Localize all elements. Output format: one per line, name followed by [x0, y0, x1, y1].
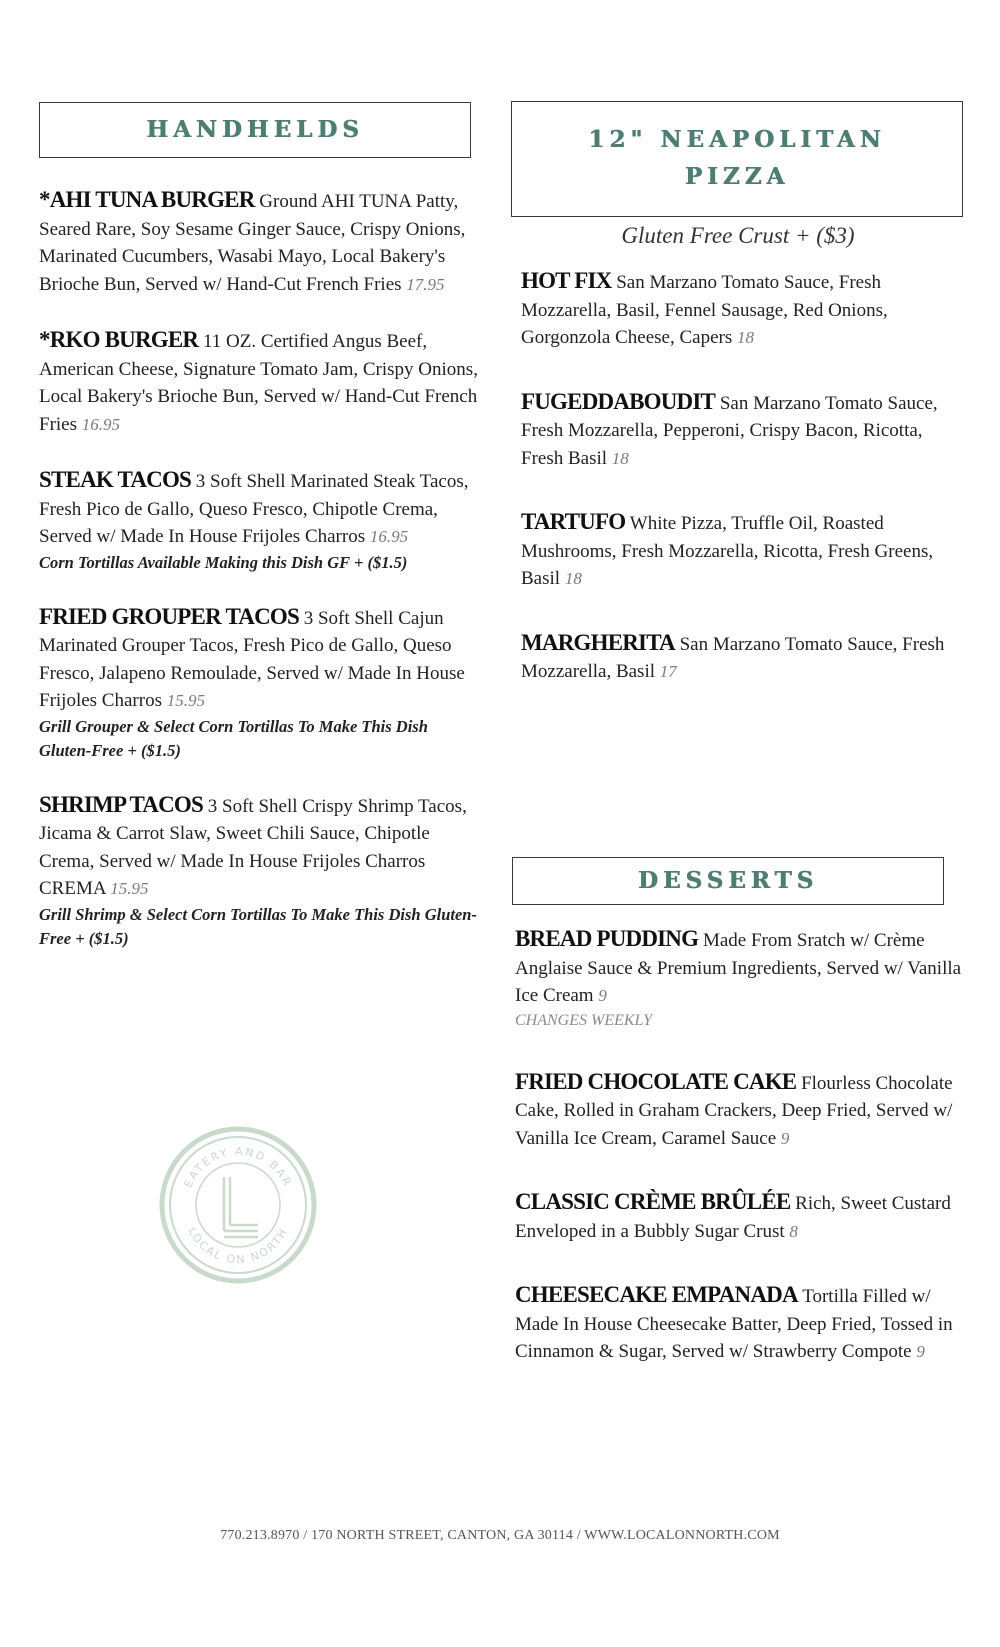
- item-price: 17.95: [406, 274, 445, 294]
- footer-contact: 770.213.8970 / 170 NORTH STREET, CANTON, GA 30114 / WWW.LOCALONNORTH.COM: [220, 1528, 780, 1543]
- local-on-north-logo: [158, 1125, 318, 1285]
- menu-item: [521, 267, 964, 352]
- item-price: 9: [916, 1342, 925, 1361]
- item-price: 16.95: [81, 414, 120, 434]
- handhelds-header-box: [39, 102, 471, 158]
- item-description: White Pizza, Truffle Oil, Roasted Mushrooms, Fresh Mozzarella, Ricotta, Fresh Greens, Basil: [521, 513, 934, 589]
- handhelds-title: HANDHELDS: [146, 115, 364, 143]
- logo-top-text: EATERY AND BAR: [181, 1144, 295, 1190]
- item-name: *AHI TUNA BURGER: [39, 187, 255, 212]
- menu-item: [39, 791, 479, 951]
- item-price: 18: [611, 448, 629, 468]
- item-price: 17: [659, 662, 677, 681]
- item-price: 9: [598, 986, 607, 1005]
- item-price: 8: [789, 1221, 798, 1241]
- item-description: 3 Soft Shell Cajun Marinated Grouper Tacos, Fresh Pico de Gallo, Queso Fresco, Jalapeno Remoulade, Served w/ Made In House Frijoles Charros: [39, 607, 465, 711]
- item-description: San Marzano Tomato Sauce, Fresh Mozzarella, Pepperoni, Crispy Bacon, Ricotta, Fresh Basil: [521, 392, 938, 469]
- item-price: 15.95: [166, 691, 205, 710]
- menu-item: [515, 925, 964, 1032]
- pizza-title-line2: PIZZA: [684, 163, 790, 190]
- logo-bottom-text: LOCAL ON NORTH: [185, 1225, 291, 1267]
- item-name: HOT FIX: [521, 268, 612, 293]
- item-name: CHEESECAKE EMPANADA: [515, 1282, 798, 1307]
- item-description: San Marzano Tomato Sauce, Fresh Mozzarella, Basil: [521, 633, 945, 682]
- item-note: Grill Grouper & Select Corn Tortillas To Make This Dish Gluten-Free + ($1.5): [39, 716, 428, 760]
- item-name: BREAD PUDDING: [515, 926, 699, 951]
- item-description: 11 OZ. Certified Angus Beef, American Cheese, Signature Tomato Jam, Crispy Onions, Local Bakery's Brioche Bun, Served w/ Hand-Cut French Fries: [39, 331, 478, 435]
- logo-l-mark: [224, 1177, 258, 1237]
- item-name: STEAK TACOS: [39, 467, 192, 492]
- menu-item: [515, 1188, 964, 1245]
- menu-item: [515, 1068, 964, 1153]
- menu-item: [39, 326, 479, 438]
- item-price: 18: [736, 328, 754, 347]
- item-note: Corn Tortillas Available Making this Dish GF + ($1.5): [39, 552, 408, 572]
- menu-item: [521, 388, 964, 473]
- menu-item: [39, 186, 479, 298]
- item-name: CLASSIC CRÈME BRÛLÉE: [515, 1189, 791, 1214]
- item-description: 3 Soft Shell Marinated Steak Tacos, Fresh Pico de Gallo, Queso Fresco, Chipotle Crema, Served w/ Made In House Frijoles Charros: [39, 471, 469, 547]
- item-description: San Marzano Tomato Sauce, Fresh Mozzarella, Basil, Fennel Sausage, Red Onions, Gorgonzola Cheese, Capers: [521, 272, 888, 348]
- pizza-section: [512, 101, 964, 722]
- item-price: 15.95: [110, 879, 149, 898]
- menu-item: [515, 1281, 964, 1366]
- menu-item: [39, 603, 479, 763]
- gluten-free-note: Gluten Free Crust + ($3): [621, 223, 855, 248]
- item-description: Made From Sratch w/ Crème Anglaise Sauce & Premium Ingredients, Served w/ Vanilla Ice Cream: [515, 930, 962, 1006]
- item-name: *RKO BURGER: [39, 327, 199, 352]
- menu-item: [521, 629, 964, 686]
- item-price: 9: [780, 1128, 790, 1148]
- desserts-header-box: [512, 857, 944, 905]
- pizza-title-line1: 12" NEAPOLITAN: [588, 126, 886, 154]
- item-price: 18: [564, 569, 582, 588]
- item-name: FRIED CHOCOLATE CAKE: [515, 1068, 797, 1094]
- item-name: MARGHERITA: [521, 629, 675, 655]
- item-price: 16.95: [369, 527, 409, 546]
- pizza-header-box: [511, 101, 963, 217]
- item-description: Ground AHI TUNA Patty, Seared Rare, Soy Sesame Ginger Sauce, Crispy Onions, Marinated Cucumbers, Wasabi Mayo, Local Bakery's Brioche Bun, Served w/ Hand-Cut French Fries: [39, 191, 466, 295]
- handhelds-section: [39, 102, 479, 979]
- pizza-title: [588, 122, 885, 196]
- item-name: FRIED GROUPER TACOS: [39, 603, 299, 629]
- item-description: 3 Soft Shell Crispy Shrimp Tacos, Jicama & Carrot Slaw, Sweet Chili Sauce, Chipotle Crema, Served w/ Made In House Frijoles Charros CREMA: [39, 795, 467, 899]
- desserts-title: DESSERTS: [637, 866, 819, 894]
- item-description: Rich, Sweet Custard Enveloped in a Bubbly Sugar Crust: [515, 1193, 951, 1242]
- desserts-section: [512, 857, 964, 1402]
- menu-item: [521, 508, 964, 593]
- item-description: Flourless Chocolate Cake, Rolled in Graham Crackers, Deep Fried, Served w/ Vanilla Ice Cream, Caramel Sauce: [515, 1072, 953, 1149]
- item-name: FUGEDDABOUDIT: [521, 388, 716, 414]
- item-extra-note: CHANGES WEEKLY: [515, 1011, 653, 1029]
- item-name: TARTUFO: [521, 509, 626, 534]
- item-note: Grill Shrimp & Select Corn Tortillas To Make This Dish Gluten-Free + ($1.5): [39, 904, 477, 948]
- menu-item: [39, 466, 479, 575]
- item-name: SHRIMP TACOS: [39, 791, 204, 817]
- logo-center-ring: [196, 1163, 280, 1247]
- item-description: Tortilla Filled w/ Made In House Cheesecake Batter, Deep Fried, Tossed in Cinnamon & Sugar, Served w/ Strawberry Compote: [515, 1286, 953, 1362]
